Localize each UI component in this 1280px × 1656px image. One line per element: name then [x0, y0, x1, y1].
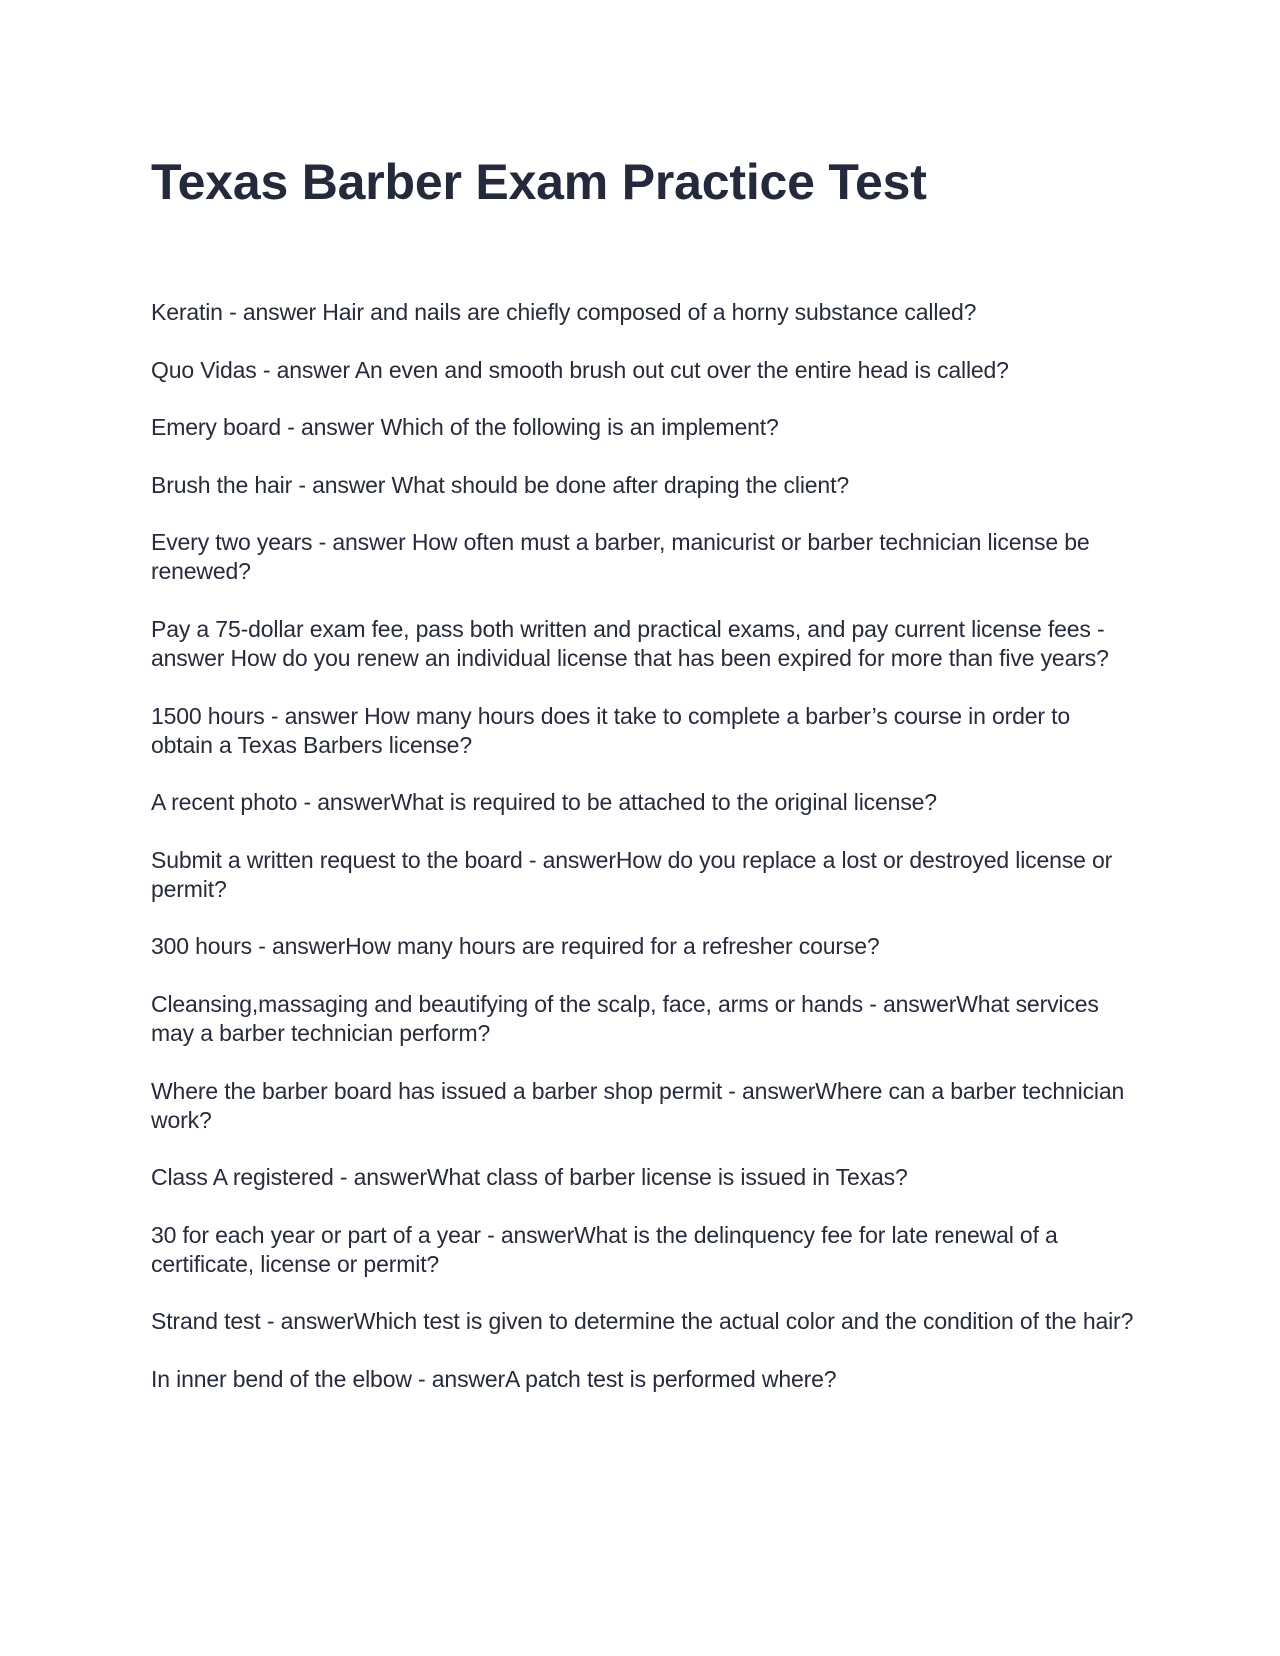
qa-item: Class A registered - answerWhat class of barber license is issued in Texas? [151, 1164, 908, 1191]
qa-item: Strand test - answerWhich test is given to determine the actual color and the condition of the hair? [151, 1308, 1134, 1335]
qa-item: Pay a 75-dollar exam fee, pass both written and practical exams, and pay current license fees - answer How do you renew an individual license that has been expired for more than five years? [151, 615, 1109, 671]
document-page [151, 150, 1136, 1423]
qa-item: 30 for each year or part of a year - answerWhat is the delinquency fee for late renewal of a certificate, license or permit? [151, 1221, 1058, 1277]
qa-item: Emery board - answer Which of the following is an implement? [151, 414, 779, 441]
qa-item: Where the barber board has issued a barber shop permit - answerWhere can a barber technician work? [151, 1077, 1125, 1133]
qa-item: 1500 hours - answer How many hours does it take to complete a barber’s course in order to obtain a Texas Barbers license? [151, 702, 1071, 758]
qa-item: Keratin - answer Hair and nails are chiefly composed of a horny substance called? [151, 299, 977, 325]
qa-item: Cleansing,massaging and beautifying of the scalp, face, arms or hands - answerWhat services may a barber technician perform? [151, 990, 1099, 1046]
qa-item: Every two years - answer How often must a barber, manicurist or barber technician license be renewed? [151, 529, 1090, 585]
qa-item: A recent photo - answerWhat is required to be attached to the original license? [151, 789, 937, 816]
qa-item: In inner bend of the elbow - answerA patch test is performed where? [151, 1365, 837, 1392]
qa-item: Quo Vidas - answer An even and smooth brush out cut over the entire head is called? [151, 356, 1009, 383]
qa-list [151, 298, 1136, 1394]
document-title: Texas Barber Exam Practice Test [151, 154, 927, 210]
qa-item: 300 hours - answerHow many hours are required for a refresher course? [151, 933, 880, 960]
qa-item: Submit a written request to the board - answerHow do you replace a lost or destroyed license or permit? [151, 846, 1113, 902]
qa-item: Brush the hair - answer What should be done after draping the client? [151, 471, 849, 498]
